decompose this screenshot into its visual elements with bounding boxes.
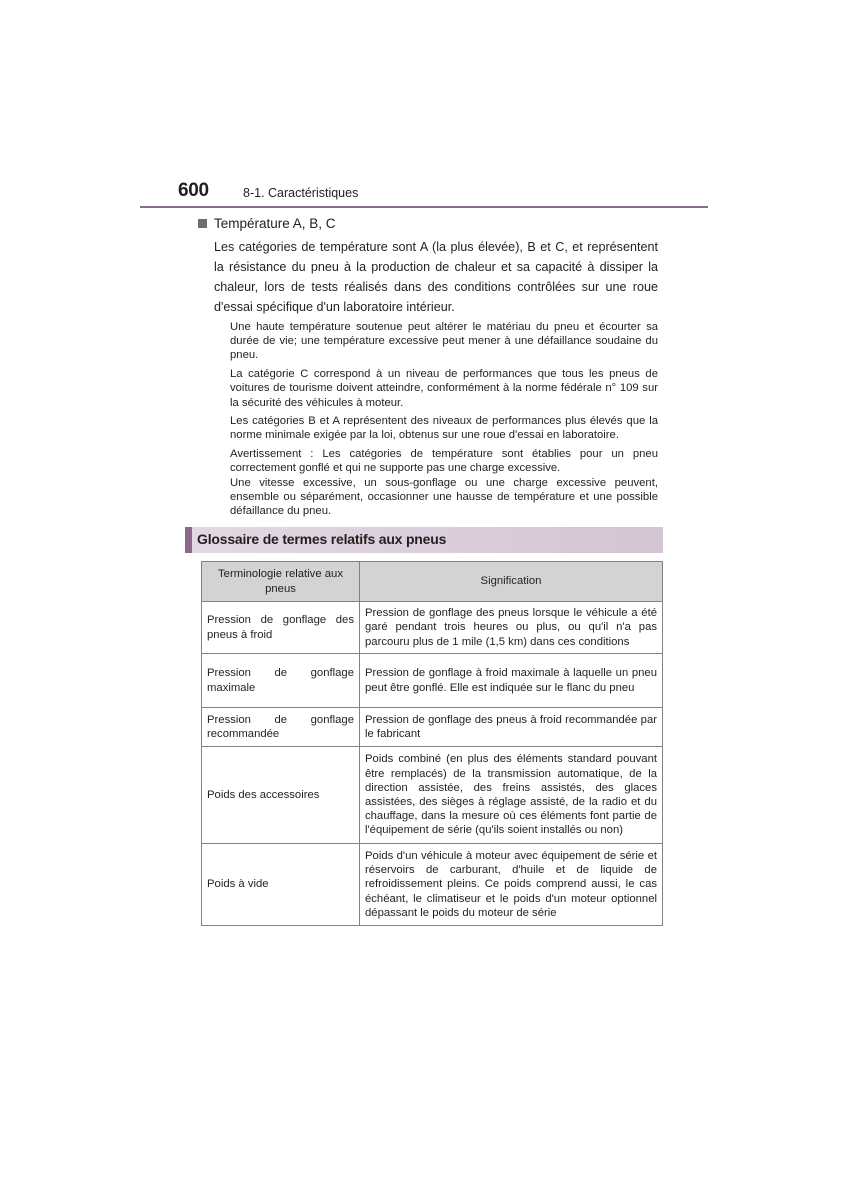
intro-paragraph: Les catégories de température sont A (la plus élevée), B et C, et représentent la résistance du pneu à la production de chaleur et sa capacité à dissiper la chaleur, lors de tests réalisés dans des conditions contrôlées sur une roue d'essai spécifique d'un laboratoire intérieur. <box>214 240 658 314</box>
table-row <box>202 844 663 926</box>
page-header <box>140 178 708 208</box>
term-cell: Pression de gonflage maximale <box>202 654 360 708</box>
page-number: 600 <box>178 180 209 201</box>
glossary-title: Glossaire de termes relatifs aux pneus <box>197 531 447 547</box>
meaning-cell: Poids d'un véhicule à moteur avec équipement de série et réservoirs de carburant, d'huile et de liquide de refroidissement pleins. Ce poids comprend aussi, le cas échéant, le climatiseur et le poids d'un moteur optionnel dépassant le poids du moteur de série <box>360 844 663 926</box>
square-bullet-icon <box>198 219 207 228</box>
table-header-row <box>202 562 663 602</box>
notes-block <box>230 320 658 523</box>
column-header-meaning: Signification <box>360 562 663 602</box>
chapter-title: 8-1. Caractéristiques <box>243 186 359 200</box>
note-paragraph: Une haute température soutenue peut altérer le matériau du pneu et écourter sa durée de vie; une température excessive peut mener à une défaillance soudaine du pneu. <box>230 321 658 362</box>
table-row <box>202 602 663 654</box>
glossary-table <box>201 561 663 926</box>
note-paragraph: Avertissement : Les catégories de température sont établies pour un pneu correctement gonflé et qui ne supporte pas une charge excessive. <box>230 448 658 475</box>
note-paragraph: Les catégories B et A représentent des niveaux de performances plus élevés que la norme minimale exigée par la loi, obtenus sur une roue d'essai en laboratoire. <box>230 415 658 442</box>
meaning-cell: Pression de gonflage des pneus à froid recommandée par le fabricant <box>360 708 663 747</box>
meaning-cell: Poids combiné (en plus des éléments standard pouvant être remplacés) de la transmission automatique, de la direction assistée, des freins assistés, des glaces assistées, des sièges à réglage assisté, de la radio et du chauffage, dans la mesure où ces éléments font partie de l'équipement de série (qu'ils soient installés ou non) <box>360 747 663 844</box>
table-row <box>202 654 663 708</box>
meaning-cell: Pression de gonflage des pneus lorsque le véhicule a été garé pendant trois heures ou plus, ou qu'il n'a pas parcouru plus de 1 mile (1,5 km) dans ces conditions <box>360 602 663 654</box>
section-heading-text: Température A, B, C <box>214 216 336 231</box>
note-paragraph: La catégorie C correspond à un niveau de performances que tous les pneus de voitures de tourisme doivent atteindre, conformément à la norme fédérale n° 109 sur la sécurité des véhicules à moteur. <box>230 368 658 409</box>
term-cell: Pression de gonflage des pneus à froid <box>202 602 360 654</box>
meaning-cell: Pression de gonflage à froid maximale à laquelle un pneu peut être gonflé. Elle est indiquée sur le flanc du pneu <box>360 654 663 708</box>
column-header-term: Terminologie relative aux pneus <box>202 562 360 602</box>
table-row <box>202 747 663 844</box>
term-cell: Poids à vide <box>202 844 360 926</box>
term-cell: Poids des accessoires <box>202 747 360 844</box>
section-heading <box>198 216 336 231</box>
term-cell: Pression de gonflage recommandée <box>202 708 360 747</box>
table-row <box>202 708 663 747</box>
glossary-title-bar <box>185 527 663 553</box>
note-paragraph: Une vitesse excessive, un sous-gonflage ou une charge excessive peuvent, ensemble ou séparément, occasionner une hausse de température et une possible défaillance du pneu. <box>230 476 658 517</box>
